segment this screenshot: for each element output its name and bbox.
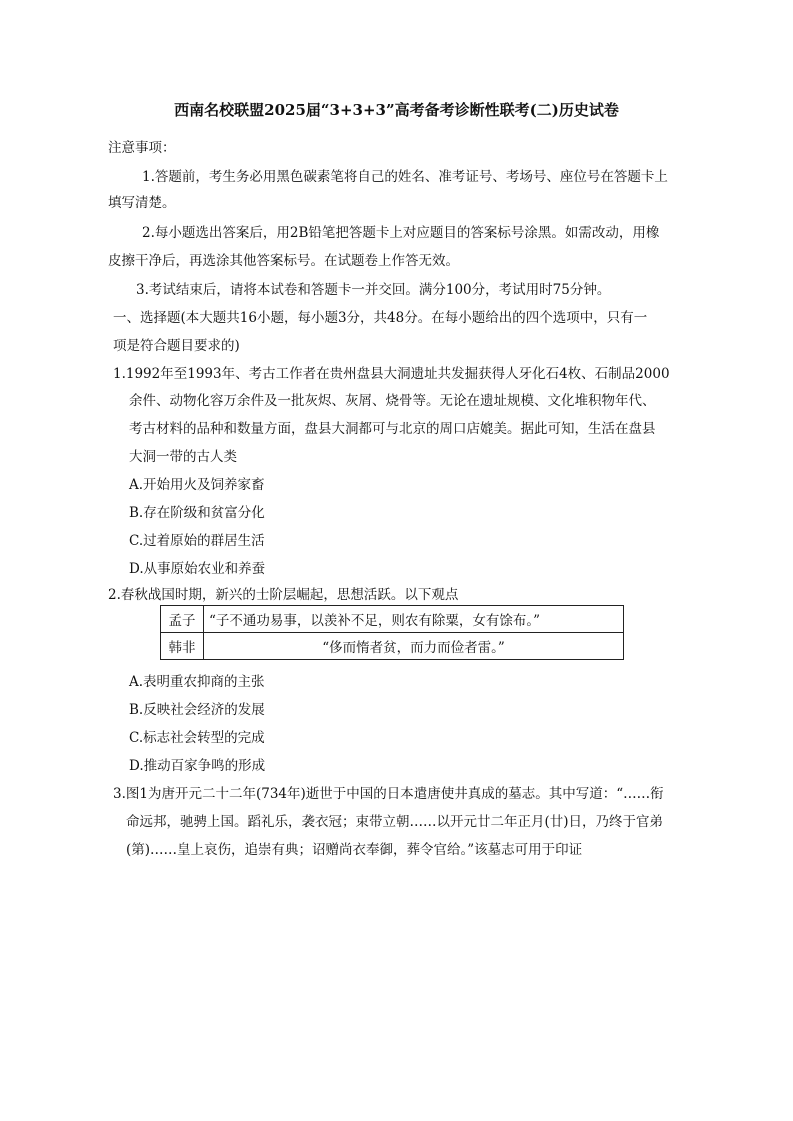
q3-stem-line-3: (第)……皇上哀伤，追崇有典；诏赠尚衣奉御，葬令官给。”该墓志可用于印证	[126, 842, 583, 858]
q2-stem: 2.春秋战国时期，新兴的士阶层崛起，思想活跃。以下观点	[108, 587, 459, 603]
q2-table-name-hanfei: 韩非	[161, 633, 204, 660]
q2-option-d: D.推动百家争鸣的形成	[129, 758, 266, 774]
q1-stem-line-2: 余件、动物化容万余件及一批灰烬、灰屑、烧骨等。无论在遗址规模、文化堆积物年代、	[129, 393, 656, 409]
q2-option-b: B.反映社会经济的发展	[129, 702, 265, 718]
q1-option-d: D.从事原始农业和养蚕	[129, 561, 266, 577]
q1-option-a: A.开始用火及饲养家畜	[129, 477, 265, 493]
q2-table-quote-hanfei: “侈而惰者贫，而力而俭者雷。”	[204, 633, 624, 660]
q3-stem-line-2: 命远邦，驰骋上国。蹈礼乐，袭衣冠；束带立朝……以开元廿二年正月(廿)日，乃终于官弟	[126, 814, 664, 830]
q2-quote-table	[160, 605, 624, 660]
notice-heading: 注意事项：	[108, 140, 176, 156]
q1-option-c: C.过着原始的群居生活	[129, 533, 265, 549]
notice-item-1-line-2: 填写清楚。	[108, 195, 176, 211]
q1-stem-line-4: 大洞一带的古人类	[129, 449, 237, 465]
q2-option-c: C.标志社会转型的完成	[129, 730, 265, 746]
q1-stem-line-1: 1.1992年至1993年、考古工作者在贵州盘县大洞遗址共发掘获得人牙化石4枚、石制品2000	[113, 366, 670, 382]
notice-item-1-line-1: 1.答题前，考生务必用黑色碳素笔将自己的姓名、准考证号、考场号、座位号在答题卡上	[142, 169, 668, 185]
q2-table-quote-mencius: “子不通功易事，以羡补不足，则农有除粟，女有馀布。”	[204, 606, 624, 633]
q1-stem-line-3: 考古材料的品种和数量方面，盘县大洞都可与北京的周口店媲美。据此可知，生活在盘县	[129, 421, 656, 437]
q3-stem-line-1: 3.图1为唐开元二十二年(734年)逝世于中国的日本遣唐使井真成的墓志。其中写道：“……衔	[113, 786, 664, 802]
section-1-line-1: 一、选择题(本大题共16小题，每小题3分，共48分。在每小题给出的四个选项中，只有一	[113, 310, 648, 326]
table-row	[161, 606, 624, 633]
table-row	[161, 633, 624, 660]
q1-option-b: B.存在阶级和贫富分化	[129, 505, 265, 521]
notice-item-2-line-2: 皮擦干净后，再选涂其他答案标号。在试题卷上作答无效。	[108, 253, 459, 269]
section-1-line-2: 项是符合题目要求的)	[113, 338, 240, 354]
q2-option-a: A.表明重农抑商的主张	[129, 674, 265, 690]
q2-table-name-mencius: 孟子	[161, 606, 204, 633]
page-title: 西南名校联盟2025届“3+3+3”高考备考诊断性联考(二)历史试卷	[174, 101, 619, 119]
notice-item-3: 3.考试结束后，请将本试卷和答题卡一并交回。满分100分，考试用时75分钟。	[136, 282, 611, 298]
notice-item-2-line-1: 2.每小题选出答案后，用2B铅笔把答题卡上对应题目的答案标号涂黑。如需改动，用橡	[142, 225, 660, 241]
